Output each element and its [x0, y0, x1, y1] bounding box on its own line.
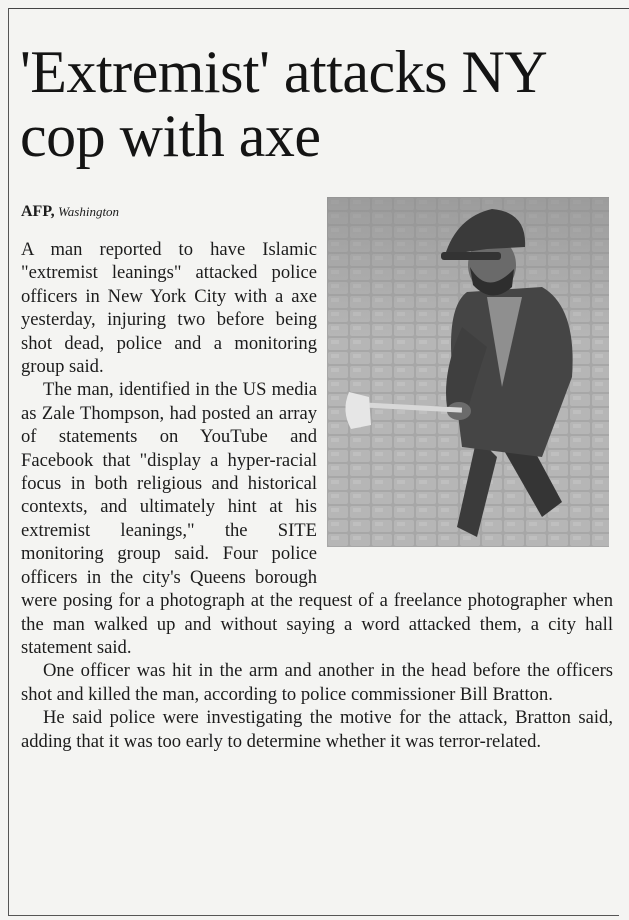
article-headline: 'Extremist' attacks NY cop with axe	[20, 39, 545, 169]
left-rule	[8, 8, 9, 916]
photo-text-wrap-spacer	[317, 238, 613, 568]
article-body	[21, 238, 613, 753]
top-rule	[8, 8, 629, 9]
bottom-rule	[8, 915, 619, 916]
article-paragraph: One officer was hit in the arm and another in the head before the officers shot and killed the man, according to police commissioner Bill Bratton.	[21, 660, 613, 705]
dateline-location: Washington	[58, 204, 120, 219]
dateline	[21, 203, 119, 221]
dateline-agency: AFP,	[21, 203, 55, 220]
article-paragraph: He said police were investigating the motive for the attack, Bratton said, adding that it was too early to determine whether it was terror-related.	[21, 707, 613, 752]
article-paragraph: The man, identified in the US media as Zale Thompson, had posted an array of statements on YouTube and Facebook that "display a hyper-racial focus in both religious and historical contexts, and ultimately hint at his extremist leanings," the SITE monitoring group said. Four police officers in the city's Queens borough were posing for a photograph at the request of a freelance photographer when the man walked up and without saying a word attacked them, a city hall statement said.	[21, 379, 613, 658]
article-paragraph: A man reported to have Islamic "extremist leanings" attacked police officers in New York City with a axe yesterday, injuring two before being shot dead, police and a monitoring group said.	[21, 239, 317, 378]
